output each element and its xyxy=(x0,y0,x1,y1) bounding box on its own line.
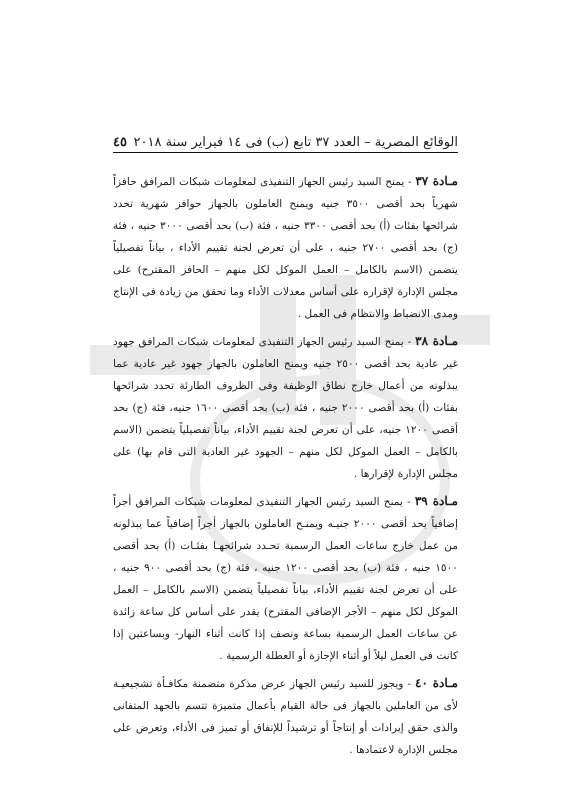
article-text: - يمنح السيد رئيس الجهاز التنفيذى لمعلومات شبكات المرافق جهود غير عادية بحد أقصى ٢٥٠٠ جنيه ويمنح العاملون بالجهاز جهود غير عادية عما يبذلونه من أعمال خارج نطاق الوظيفة وفى الظروف الطارئة تحدد شرائحها بفئات (أ) بحد أقصى ٢٠٠٠ جنيه ، فئة (ب) بحد أقصى ١٦٠٠ جنيه، فئة (ج) بحد أقصى ١٢٠٠ جنيه، على أن تعرض لجنة تقييم الأداء، بياناً تفصيلياً يتضمن (الاسم بالكامل – العمل الموكل لكل منهم – الجهود غير العادية التى قام بها) على مجلس الإدارة لإقرارها . xyxy=(113,336,458,480)
header-divider xyxy=(113,152,458,153)
page-number: ٤٥ xyxy=(113,135,127,150)
article-text: - يمنح السيد رئيس الجهاز التنفيذى لمعلومات شبكات المرافق حافزاً شهرياً بحد أقصى ٣٥٠٠ جنيه ويمنح العاملون بالجهاز حوافز شهرية تحدد شرائحها بفئات (أ) بحد أقصى ٣٣٠٠ جنيه ، فئة (ب) بحد أقصى ٣٠٠٠ جنيه ، فئة (ج) بحد أقصى ٢٧٠٠ جنيه ، على أن تعرض لجنة تقييم الأداء ، بياناً تفصيلياً يتضمن (الاسم بالكامل – العمل الموكل لكل منهم – الحافز المقترح) على مجلس الإدارة لإقراره على أساس معدلات الأداء وما تحقق من زيادة فى الإنتاج ومدى الانضباط والانتظام فى العمل . xyxy=(113,176,459,320)
article-label: مـادة ٣٩ xyxy=(414,494,458,508)
document-body xyxy=(113,170,458,761)
page-header xyxy=(113,128,458,150)
article-40 xyxy=(113,672,458,761)
article-37 xyxy=(113,170,458,325)
article-text: - ويجوز للسيد رئيس الجهاز عرض مذكرة متضمنة مكافـأة تشجيعيـة لأى من العاملين بالجهاز فى حالة القيام بأعمال متميزة تتسم بالجهد المتفانى والذى حقق إيرادات أو إنتاجاً أو ترشيداً للإنفاق أو تميز فى الأداء، وتعرض على مجلس الإدارة لاعتمادها . xyxy=(113,678,458,756)
article-label: مـادة ٣٧ xyxy=(415,174,458,188)
article-text: - يمنح السيد رئيس الجهاز التنفيذى لمعلومات شبكات المرافق أجراً إضافياً بحد أقصى ٢٠٠٠ جنيـه ويمنـح العاملون بالجهاز أجراً إضافياً عما يبذلونه من عمل خارج ساعات العمل الرسمية تحـدد شرائحهـا بفئـات (أ) بحد أقصى ١٥٠٠ جنيه ، فئة (ب) بحد أقصى ١٢٠٠ جنيه ، فئة (ج) بحد أقصى ٩٠٠ جنيه ، على أن تعرض لجنة تقييم الأداء، بياناً تفصيلياً يتضمن (الاسم بالكامل – العمل الموكل لكل منهم – الأجر الإضافى المقترح) يقدر على أساس كل ساعة زائدة عن ساعات العمل الرسمية بساعة ونصف إذا كانت أثناء النهار- وبساعتين إذا كانت فى العمل ليلاً أو أثناء الإجازة أو العطلة الرسمية . xyxy=(113,496,458,662)
article-38 xyxy=(113,330,458,485)
article-39 xyxy=(113,490,458,667)
article-label: مـادة ٣٨ xyxy=(415,334,458,348)
header-title: الوقائع المصرية – العدد ٣٧ تابع (ب) فى ١٤ فبراير سنة ٢٠١٨ xyxy=(133,135,458,150)
article-label: مـادة ٤٠ xyxy=(415,676,458,690)
